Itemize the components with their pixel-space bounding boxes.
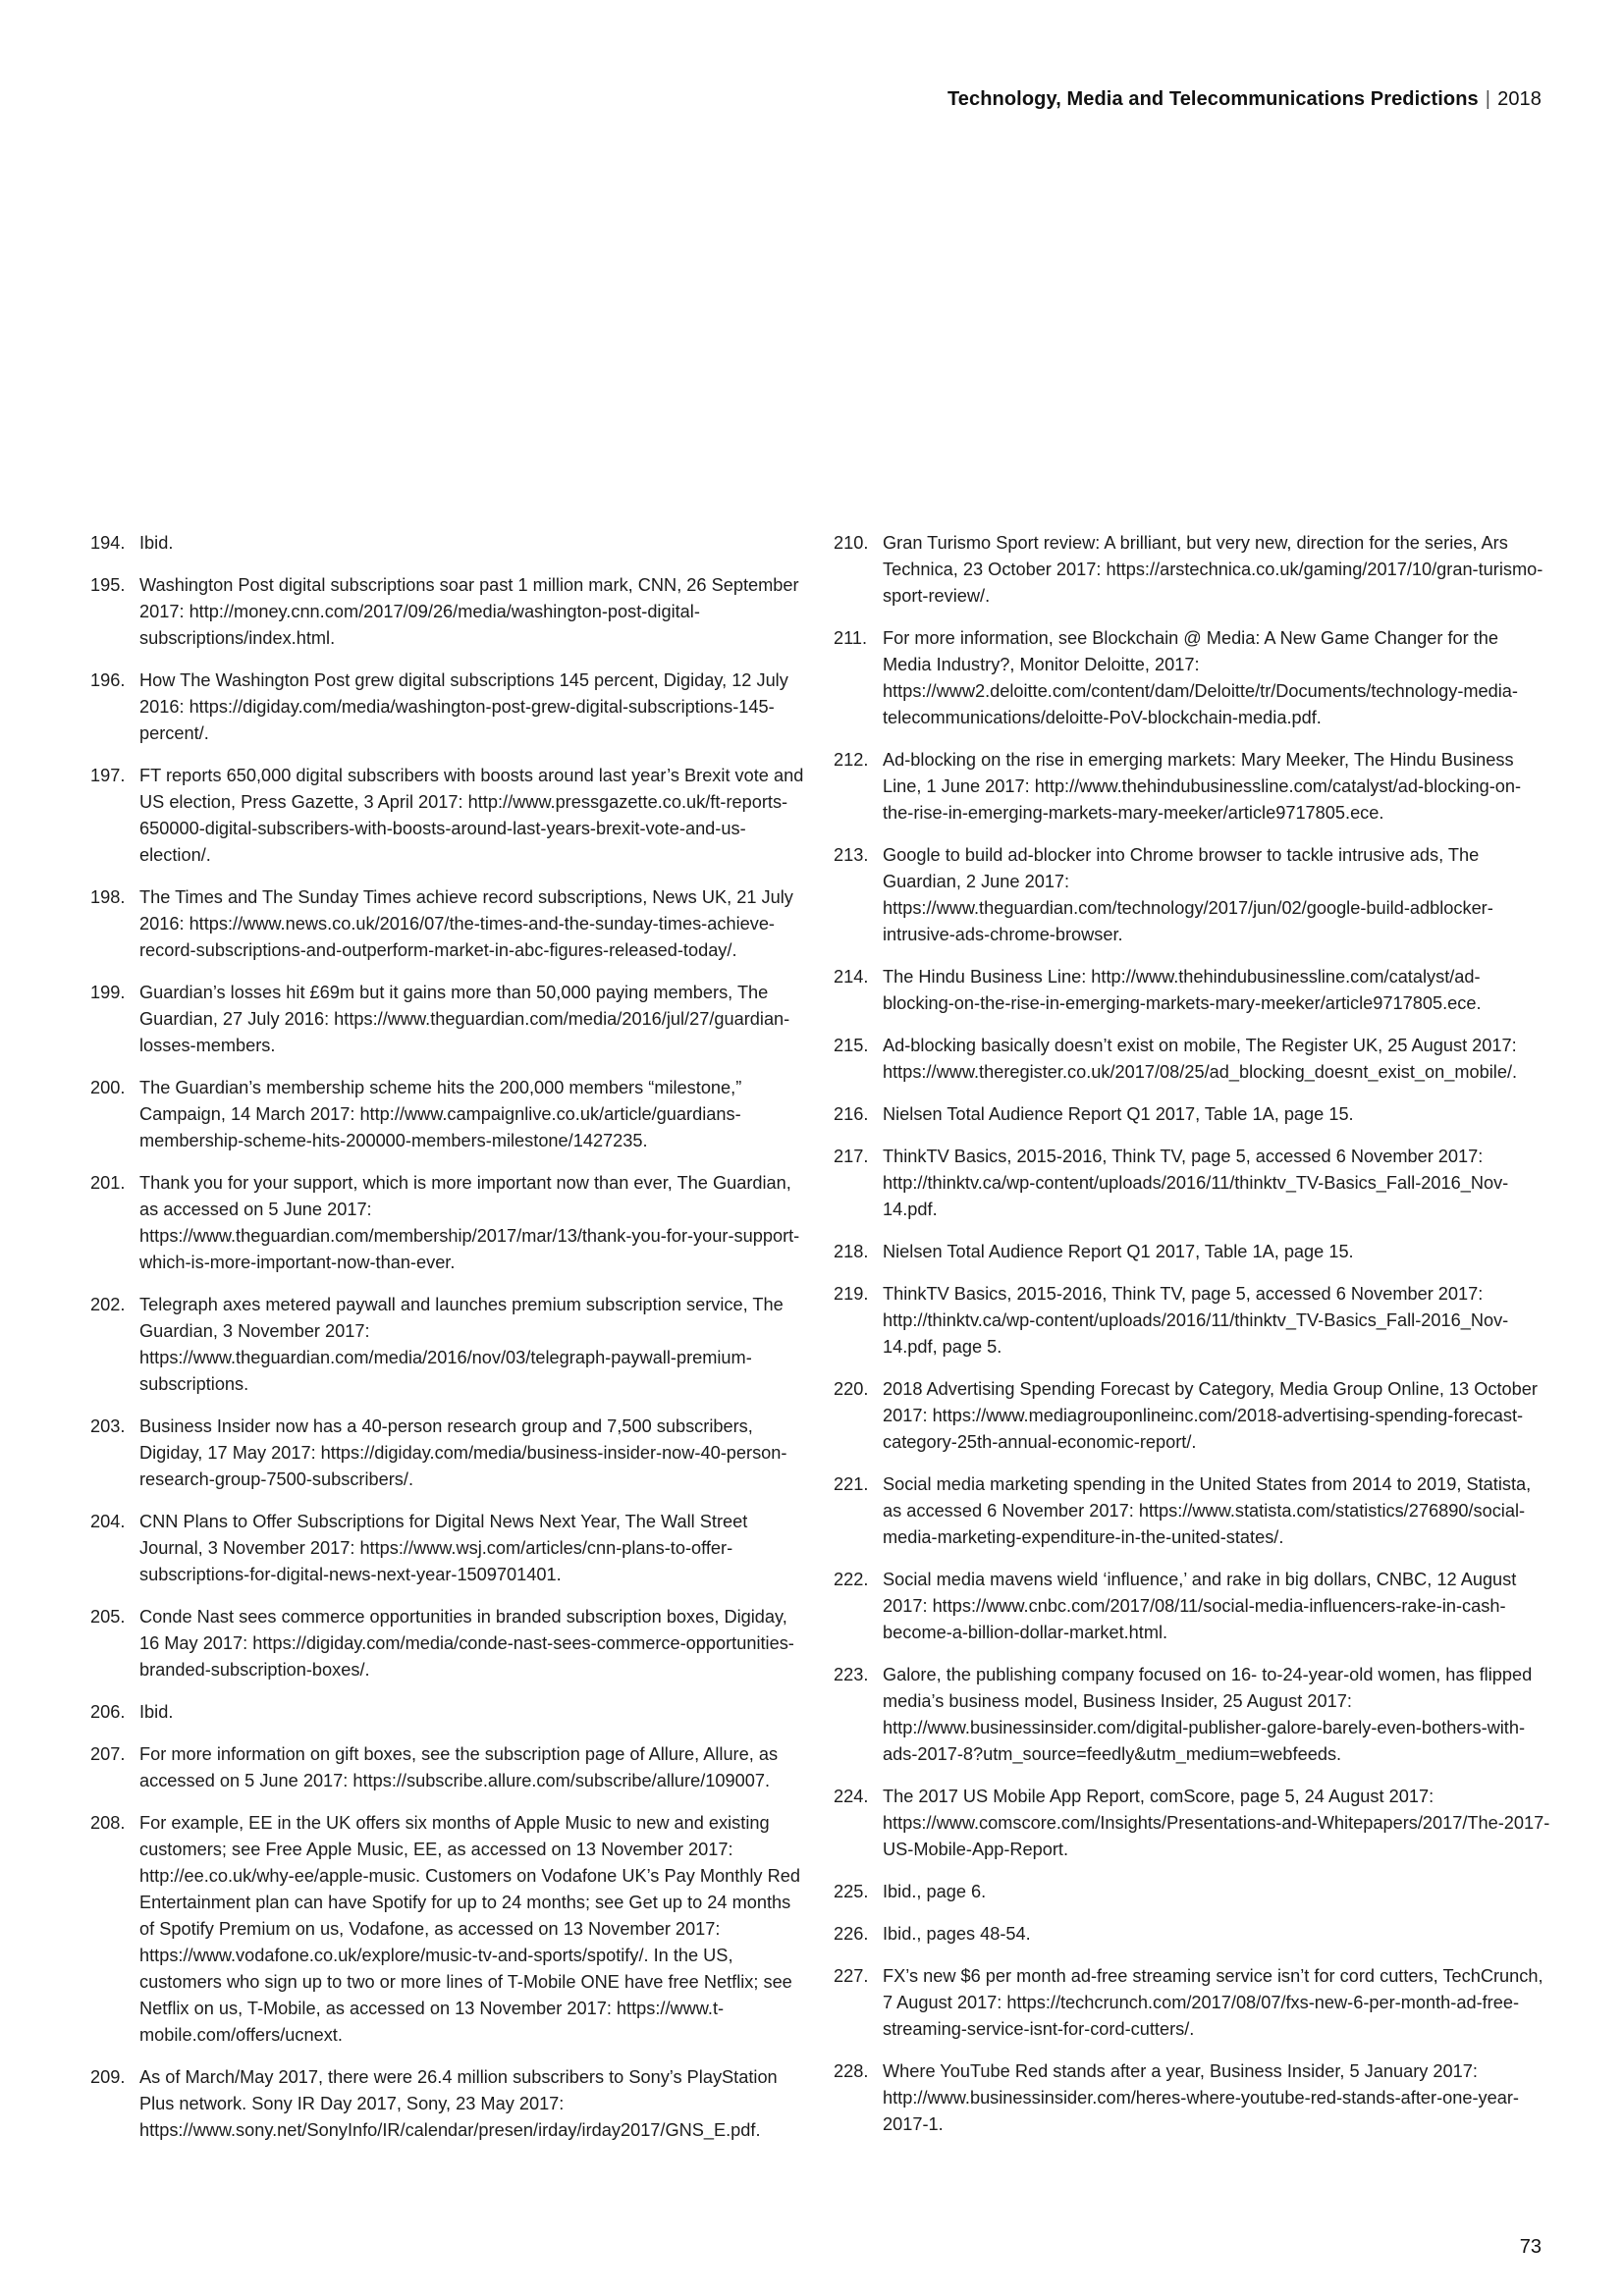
footnote-text: Ad-blocking basically doesn’t exist on mobile, The Register UK, 25 August 2017: https://www.theregister.co.uk/2017/08/25/ad_blocking_doesnt_exist_on_mobile/.	[883, 1036, 1518, 1082]
footnote-text: CNN Plans to Offer Subscriptions for Digital News Next Year, The Wall Street Journal, 3 November 2017: https://www.wsj.com/articles/cnn-plans-to-offer-subscriptions-for-digital-news-next-year-1509701401.	[139, 1512, 748, 1584]
footnotes-right-column	[834, 530, 1550, 2154]
footnote-text: Social media marketing spending in the United States from 2014 to 2019, Statista, as accessed 6 November 2017: https://www.statista.com/statistics/276890/social-media-marketing-expenditure-in-the-united-states/.	[883, 1474, 1532, 1547]
report-year: 2018	[1497, 88, 1542, 110]
footnote-text: Where YouTube Red stands after a year, Business Insider, 5 January 2017: http://www.businessinsider.com/heres-where-youtube-red-stands-after-one-year-2017-1.	[883, 2061, 1519, 2134]
footnote-text: As of March/May 2017, there were 26.4 million subscribers to Sony’s PlayStation Plus network. Sony IR Day 2017, Sony, 23 May 2017: https://www.sony.net/SonyInfo/IR/calendar/presen/irday/irday2017/GNS_E.pdf.	[139, 2067, 778, 2140]
footnote-number: 216.	[834, 1104, 869, 1124]
footnote-number: 222.	[834, 1570, 869, 1589]
footnote-item	[90, 1509, 807, 1588]
footnote-text: Thank you for your support, which is more important now than ever, The Guardian, as accessed on 5 June 2017: https://www.theguardian.com/membership/2017/mar/13/thank-you-for-your-support-which-is-more-important-now-than-ever.	[139, 1173, 800, 1272]
footnote-item	[834, 1101, 1550, 1128]
footnote-item	[834, 964, 1550, 1017]
footnote-number: 227.	[834, 1966, 869, 1986]
footnote-text: For example, EE in the UK offers six months of Apple Music to new and existing customers; see Free Apple Music, EE, as accessed on 13 November 2017: http://ee.co.uk/why-ee/apple-music. Customers on Vodafone UK’s Pay Monthly Red Entertainment plan can have Spotify for up to 24 months; see Get up to 24 months of Spotify Premium on us, Vodafone, as accessed on 13 November 2017: https://www.vodafone.co.uk/explore/music-tv-and-sports/spotify/. In the US, customers who sign up to two or more lines of T-Mobile ONE have free Netflix; see Netflix on us, T-Mobile, as accessed on 13 November 2017: https://www.t-mobile.com/offers/ucnext.	[139, 1813, 800, 2045]
footnote-number: 197.	[90, 766, 126, 785]
footnote-item	[834, 1879, 1550, 1905]
footnote-text: Conde Nast sees commerce opportunities in branded subscription boxes, Digiday, 16 May 2017: https://digiday.com/media/conde-nast-sees-commerce-opportunities-branded-subscription-boxes/.	[139, 1607, 794, 1680]
footnotes-left-column	[90, 530, 807, 2160]
footnote-text: The 2017 US Mobile App Report, comScore, page 5, 24 August 2017: https://www.comscore.com/Insights/Presentations-and-Whitepapers/2017/The-2017-US-Mobile-App-Report.	[883, 1787, 1550, 1859]
footnote-text: For more information on gift boxes, see the subscription page of Allure, Allure, as accessed on 5 June 2017: https://subscribe.allure.com/subscribe/allure/109007.	[139, 1744, 779, 1790]
footnote-item	[834, 1033, 1550, 1086]
footnote-item	[834, 530, 1550, 610]
footnote-number: 228.	[834, 2061, 869, 2081]
footnote-text: Nielsen Total Audience Report Q1 2017, Table 1A, page 15.	[883, 1242, 1354, 1261]
footnote-number: 212.	[834, 750, 869, 770]
footnote-item	[90, 1170, 807, 1276]
footnote-number: 213.	[834, 845, 869, 865]
footnote-number: 224.	[834, 1787, 869, 1806]
footnote-item	[90, 1699, 807, 1726]
page-number: 73	[1519, 2236, 1542, 2258]
footnote-text: 2018 Advertising Spending Forecast by Category, Media Group Online, 13 October 2017: https://www.mediagrouponlineinc.com/2018-advertising-spending-forecast-category-25th-annual-economic-report/.	[883, 1379, 1538, 1452]
footnote-number: 208.	[90, 1813, 126, 1833]
header-separator: |	[1485, 88, 1491, 110]
footnote-number: 196.	[90, 670, 126, 690]
footnote-text: How The Washington Post grew digital subscriptions 145 percent, Digiday, 12 July 2016: https://digiday.com/media/washington-post-grew-digital-subscriptions-145-percent/.	[139, 670, 788, 743]
footnote-item	[90, 763, 807, 869]
footnote-item	[834, 1963, 1550, 2043]
footnote-text: Google to build ad-blocker into Chrome browser to tackle intrusive ads, The Guardian, 2 June 2017: https://www.theguardian.com/technology/2017/jun/02/google-build-adblocker-intrusive-ads-chrome-browser.	[883, 845, 1493, 944]
footnote-item	[834, 2058, 1550, 2138]
footnote-item	[90, 1292, 807, 1398]
footnote-number: 217.	[834, 1147, 869, 1166]
footnote-item	[834, 842, 1550, 948]
footnote-number: 198.	[90, 887, 126, 907]
footnote-number: 223.	[834, 1665, 869, 1684]
footnote-item	[90, 2064, 807, 2144]
footnote-item	[834, 1239, 1550, 1265]
footnote-number: 214.	[834, 967, 869, 987]
footnote-text: Ad-blocking on the rise in emerging markets: Mary Meeker, The Hindu Business Line, 1 June 2017: http://www.thehindubusinessline.com/catalyst/ad-blocking-on-the-rise-in-emerging-markets-mary-meeker/article9717805.ece.	[883, 750, 1522, 823]
footnote-item	[834, 1784, 1550, 1863]
footnote-item	[834, 747, 1550, 827]
footnote-item	[90, 1414, 807, 1493]
footnote-item	[90, 884, 807, 964]
footnote-item	[90, 1741, 807, 1794]
footnote-number: 215.	[834, 1036, 869, 1055]
footnote-item	[90, 1075, 807, 1154]
footnote-number: 210.	[834, 533, 869, 553]
footnote-item	[834, 1144, 1550, 1223]
footnote-text: Galore, the publishing company focused on 16- to-24-year-old women, has flipped media’s business model, Business Insider, 25 August 2017: http://www.businessinsider.com/digital-publisher-galore-barely-even-bothers-with-ads-2017-8?utm_source=feedly&utm_medium=webfeeds.	[883, 1665, 1533, 1764]
footnote-item	[90, 1810, 807, 2049]
footnote-item	[90, 667, 807, 747]
footnote-number: 204.	[90, 1512, 126, 1531]
footnote-number: 225.	[834, 1882, 869, 1901]
footnote-text: The Guardian’s membership scheme hits the 200,000 members “milestone,” Campaign, 14 March 2017: http://www.campaignlive.co.uk/article/guardians-membership-scheme-hits-200000-members-milestone/1427235.	[139, 1078, 742, 1150]
page-header	[947, 88, 1542, 111]
footnote-number: 202.	[90, 1295, 126, 1314]
footnote-item	[834, 1662, 1550, 1768]
footnote-text: FX’s new $6 per month ad-free streaming service isn’t for cord cutters, TechCrunch, 7 August 2017: https://techcrunch.com/2017/08/07/fxs-new-6-per-month-ad-free-streaming-service-isnt-for-cord-cutters/.	[883, 1966, 1543, 2039]
footnote-number: 206.	[90, 1702, 126, 1722]
footnote-text: The Times and The Sunday Times achieve record subscriptions, News UK, 21 July 2016: https://www.news.co.uk/2016/07/the-times-and-the-sunday-times-achieve-record-subscriptions-and-outperform-market-in-abc-figures-released-today/.	[139, 887, 793, 960]
footnote-item	[834, 1376, 1550, 1456]
footnote-text: FT reports 650,000 digital subscribers with boosts around last year’s Brexit vote and US election, Press Gazette, 3 April 2017: http://www.pressgazette.co.uk/ft-reports-650000-digital-subscribers-with-boosts-around-last-years-brexit-vote-and-us-election/.	[139, 766, 804, 865]
footnote-item	[834, 1281, 1550, 1361]
footnote-item	[90, 530, 807, 557]
footnote-text: Ibid., page 6.	[883, 1882, 987, 1901]
footnote-number: 195.	[90, 575, 126, 595]
footnote-number: 219.	[834, 1284, 869, 1304]
footnote-text: Ibid.	[139, 1702, 174, 1722]
footnote-text: Nielsen Total Audience Report Q1 2017, Table 1A, page 15.	[883, 1104, 1354, 1124]
report-title: Technology, Media and Telecommunications Predictions	[947, 88, 1479, 110]
footnote-number: 209.	[90, 2067, 126, 2087]
footnote-text: ThinkTV Basics, 2015-2016, Think TV, page 5, accessed 6 November 2017: http://thinktv.ca/wp-content/uploads/2016/11/thinktv_TV-Basics_Fall-2016_Nov-14.pdf.	[883, 1147, 1509, 1219]
footnote-text: Gran Turismo Sport review: A brilliant, but very new, direction for the series, Ars Technica, 23 October 2017: https://arstechnica.co.uk/gaming/2017/10/gran-turismo-sport-review/.	[883, 533, 1543, 606]
footnote-number: 211.	[834, 628, 868, 648]
footnote-text: The Hindu Business Line: http://www.thehindubusinessline.com/catalyst/ad-blocking-on-the-rise-in-emerging-markets-mary-meeker/article9717805.ece.	[883, 967, 1482, 1013]
footnote-number: 218.	[834, 1242, 869, 1261]
footnote-number: 201.	[90, 1173, 126, 1193]
footnote-text: Ibid., pages 48-54.	[883, 1924, 1031, 1944]
footnote-number: 205.	[90, 1607, 126, 1627]
footnote-number: 199.	[90, 983, 126, 1002]
footnote-number: 220.	[834, 1379, 869, 1399]
footnote-text: Social media mavens wield ‘influence,’ and rake in big dollars, CNBC, 12 August 2017: https://www.cnbc.com/2017/08/11/social-media-influencers-rake-in-cash-become-a-billion-dollar-market.html.	[883, 1570, 1517, 1642]
footnote-text: Guardian’s losses hit £69m but it gains more than 50,000 paying members, The Guardian, 27 July 2016: https://www.theguardian.com/media/2016/jul/27/guardian-losses-members.	[139, 983, 790, 1055]
footnote-number: 194.	[90, 533, 126, 553]
footnote-text: ThinkTV Basics, 2015-2016, Think TV, page 5, accessed 6 November 2017: http://thinktv.ca/wp-content/uploads/2016/11/thinktv_TV-Basics_Fall-2016_Nov-14.pdf, page 5.	[883, 1284, 1509, 1357]
footnote-text: Washington Post digital subscriptions soar past 1 million mark, CNN, 26 September 2017: http://money.cnn.com/2017/09/26/media/washington-post-digital-subscriptions/index.html.	[139, 575, 799, 648]
footnote-item	[90, 1604, 807, 1683]
footnote-item	[90, 980, 807, 1059]
footnote-number: 203.	[90, 1416, 126, 1436]
footnote-text: Ibid.	[139, 533, 174, 553]
footnote-number: 221.	[834, 1474, 869, 1494]
footnote-number: 226.	[834, 1924, 869, 1944]
footnote-item	[834, 625, 1550, 731]
footnote-item	[834, 1921, 1550, 1948]
footnote-item	[834, 1567, 1550, 1646]
footnote-number: 207.	[90, 1744, 126, 1764]
footnote-number: 200.	[90, 1078, 126, 1097]
footnote-item	[90, 572, 807, 652]
footnote-text: Business Insider now has a 40-person research group and 7,500 subscribers, Digiday, 17 May 2017: https://digiday.com/media/business-insider-now-40-person-research-group-7500-subscribers/.	[139, 1416, 787, 1489]
footnote-text: Telegraph axes metered paywall and launches premium subscription service, The Guardian, 3 November 2017: https://www.theguardian.com/media/2016/nov/03/telegraph-paywall-premium-subscriptions.	[139, 1295, 784, 1394]
footnote-text: For more information, see Blockchain @ Media: A New Game Changer for the Media Industry?, Monitor Deloitte, 2017: https://www2.deloitte.com/content/dam/Deloitte/tr/Documents/technology-media-telecommunications/deloitte-PoV-blockchain-media.pdf.	[883, 628, 1518, 727]
footnote-item	[834, 1471, 1550, 1551]
